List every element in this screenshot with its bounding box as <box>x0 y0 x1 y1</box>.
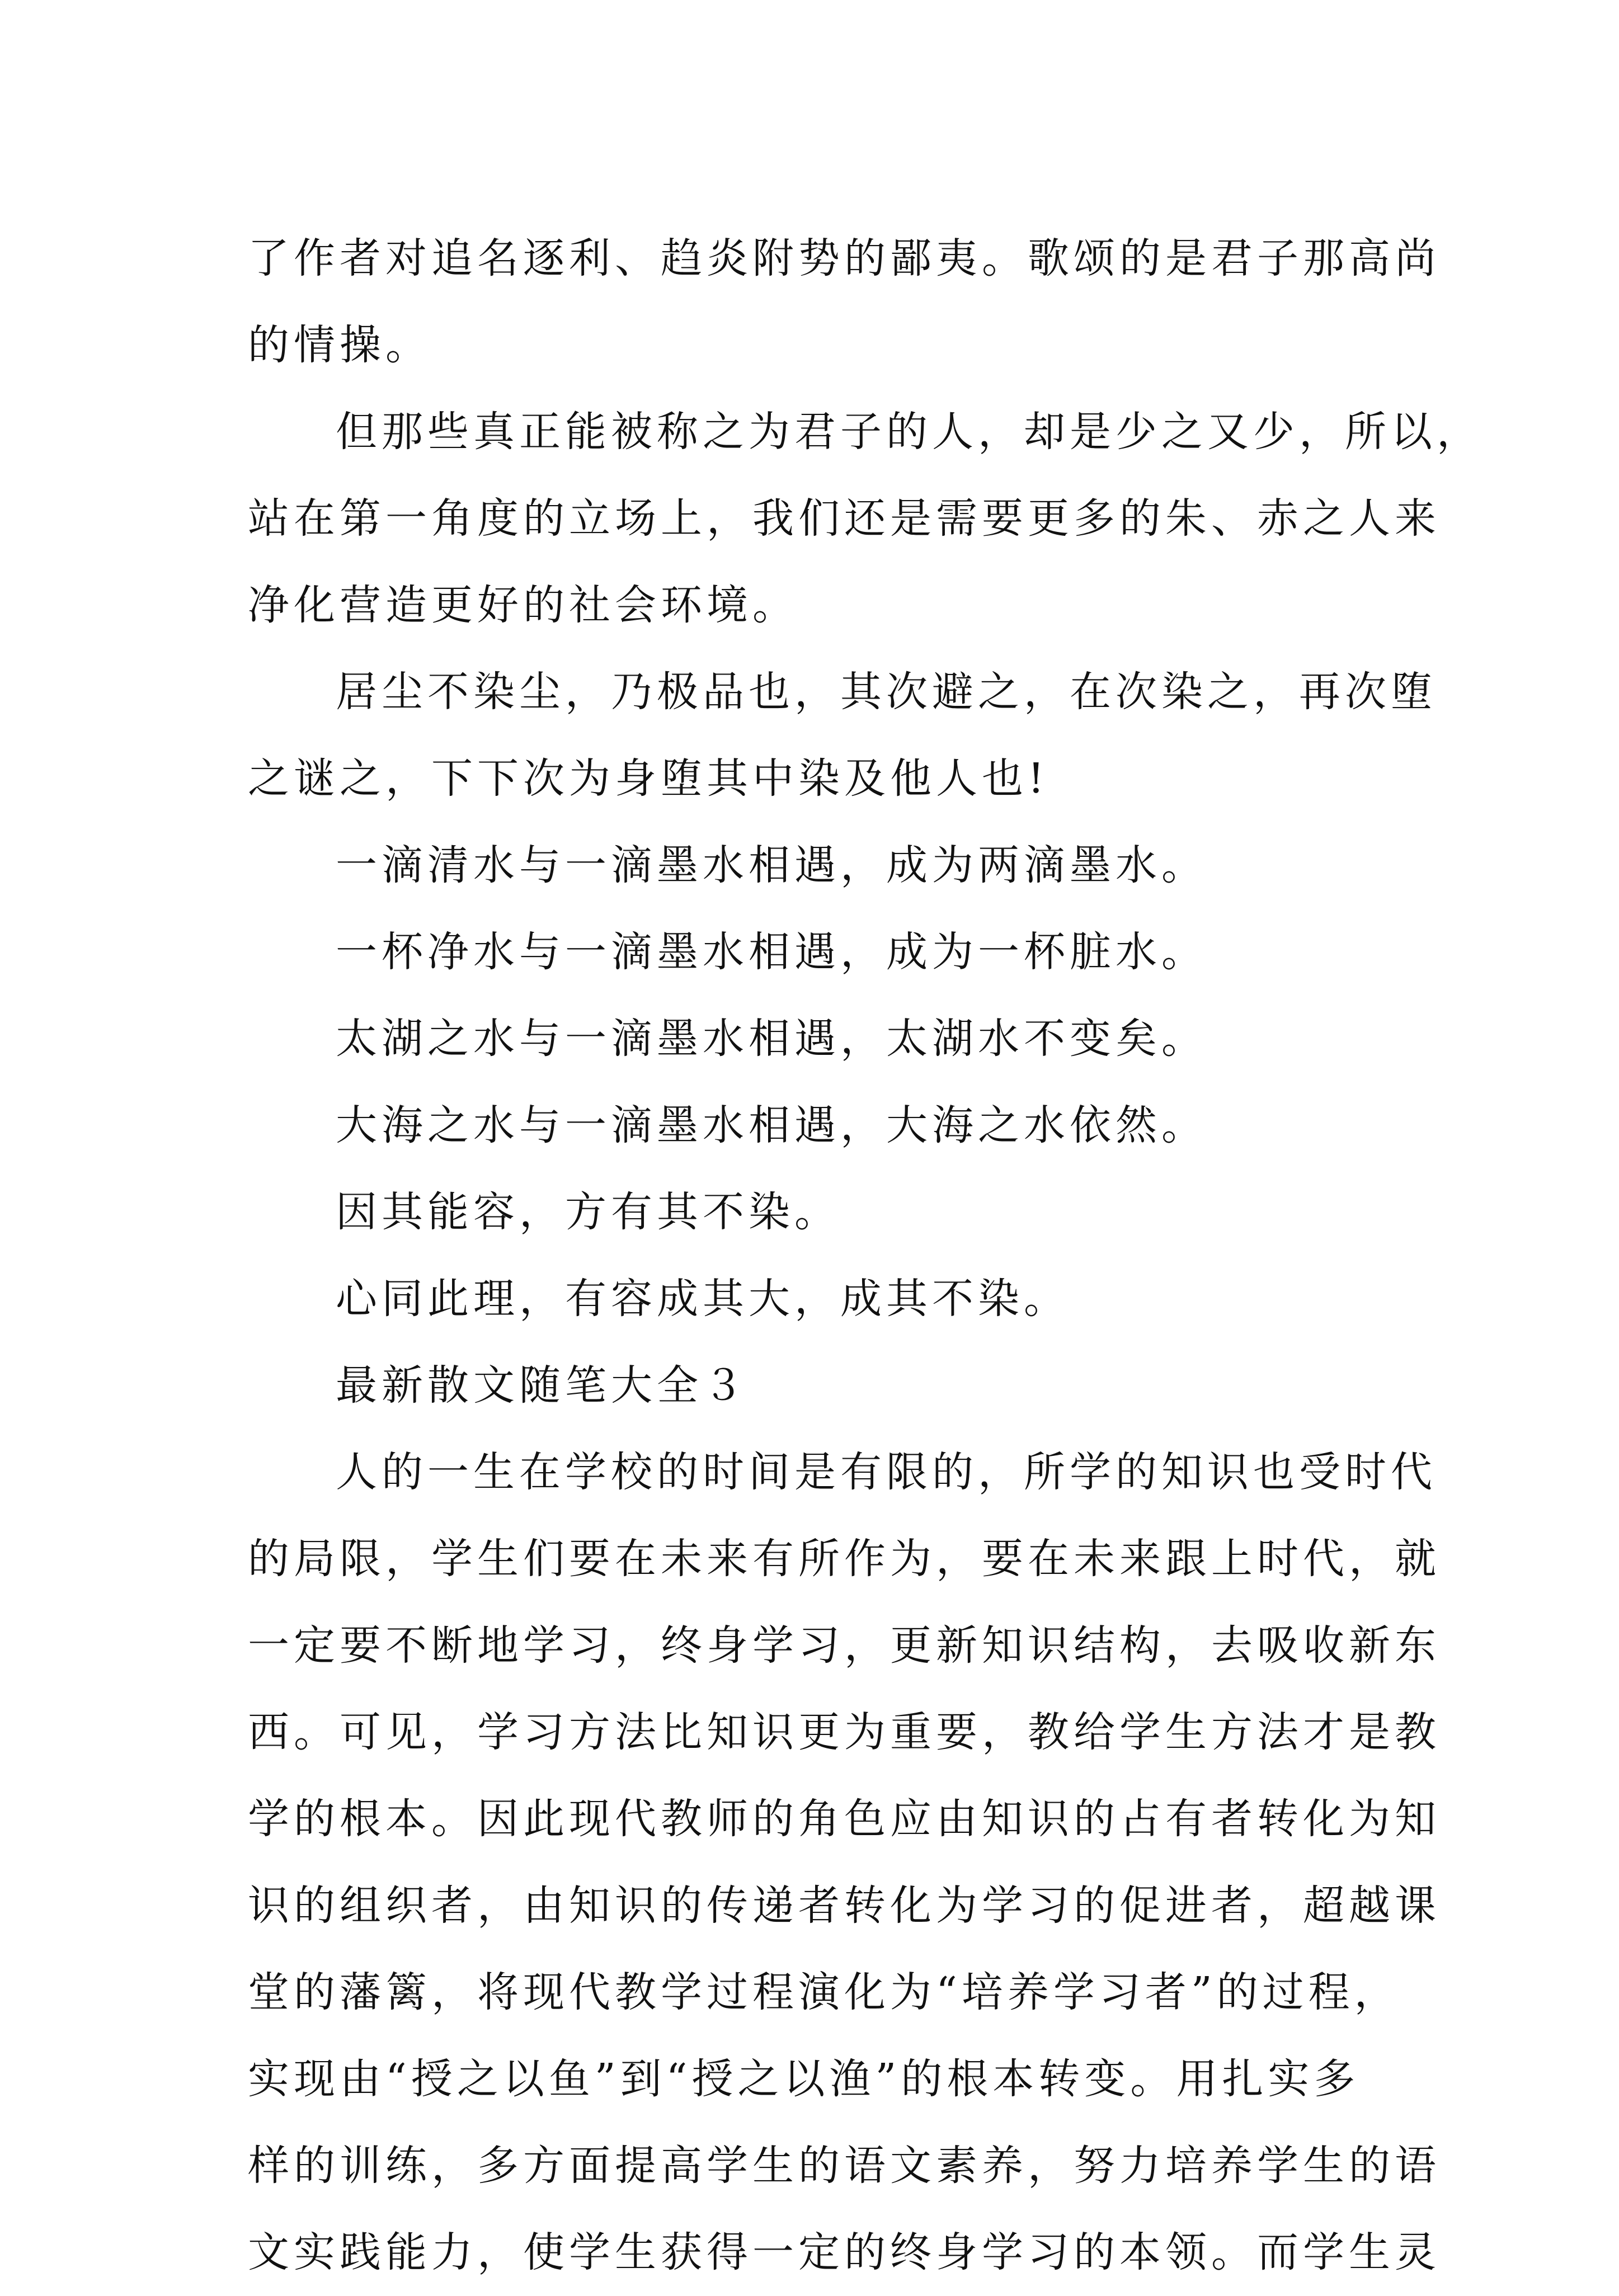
text-line: 人的一生在学校的时间是有限的，所学的知识也受时代 <box>336 1448 1437 1496</box>
text-line: 样的训练，多方面提高学生的语文素养，努力培养学生的语 <box>248 2142 1441 2190</box>
text-line: 净化营造更好的社会环境。 <box>248 581 798 629</box>
text-line: 心同此理，有容成其大，成其不染。 <box>336 1275 1070 1323</box>
text-line: 的情操。 <box>248 321 431 369</box>
text-line: 居尘不染尘，乃极品也，其次避之，在次染之，再次堕 <box>336 668 1437 716</box>
text-line: 了作者对追名逐利、趋炎附势的鄙夷。歌颂的是君子那高尚 <box>248 234 1441 282</box>
document-body <box>248 215 1482 2296</box>
text-line: 一滴清水与一滴墨水相遇，成为两滴墨水。 <box>336 841 1207 889</box>
text-line: 太湖之水与一滴墨水相遇，太湖水不变矣。 <box>336 1015 1207 1063</box>
text-line: 一杯净水与一滴墨水相遇，成为一杯脏水。 <box>336 928 1207 976</box>
text-line: 堂的藩篱，将现代教学过程演化为“培养学习者”的过程， <box>248 1968 1400 2016</box>
text-line: 西。可见，学习方法比知识更为重要，教给学生方法才是教 <box>248 1708 1441 1756</box>
text-line: 识的组织者，由知识的传递者转化为学习的促进者，超越课 <box>248 1882 1441 1930</box>
text-line: 但那些真正能被称之为君子的人，却是少之又少，所以， <box>336 408 1482 456</box>
section-heading: 最新散文随笔大全３ <box>336 1361 749 1409</box>
text-line: 因其能容，方有其不染。 <box>336 1188 840 1236</box>
text-line: 一定要不断地学习，终身学习，更新知识结构，去吸收新东 <box>248 1621 1441 1670</box>
text-line: 大海之水与一滴墨水相遇，大海之水依然。 <box>336 1101 1207 1149</box>
text-line: 的局限，学生们要在未来有所作为，要在未来跟上时代，就 <box>248 1535 1441 1583</box>
text-line: 文实践能力，使学生获得一定的终身学习的本领。而学生灵 <box>248 2228 1441 2276</box>
text-line: 之谜之，下下次为身堕其中染及他人也! <box>248 755 1049 803</box>
text-line: 站在第一角度的立场上，我们还是需要更多的朱、赤之人来 <box>248 494 1441 543</box>
text-line: 实现由“授之以鱼”到“授之以渔”的根本转变。用扎实多 <box>248 2055 1360 2103</box>
text-line: 学的根本。因此现代教师的角色应由知识的占有者转化为知 <box>248 1795 1441 1843</box>
